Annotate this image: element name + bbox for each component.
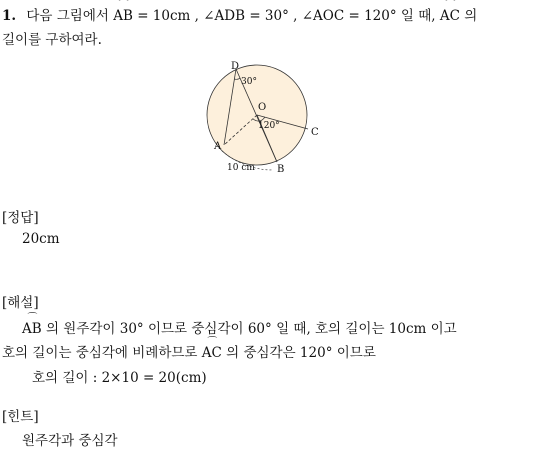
explanation-line-1: ⌒ AB 의 원주각이 30° 이므로 중심각이 60° 일 때, 호의 길이는 10cm 이고 xyxy=(22,313,457,337)
arc-ab-label: ⌒ AB xyxy=(113,0,133,24)
hint-text: 원주각과 중심각 xyxy=(22,433,118,449)
label-angle-o: 120° xyxy=(258,121,280,131)
question-line-1 xyxy=(2,0,478,24)
explanation-header: [해설] xyxy=(2,295,39,311)
arc-mark-icon: ⌒ xyxy=(27,313,38,324)
circle-diagram xyxy=(205,58,325,176)
label-b: B xyxy=(277,164,285,175)
label-d: D xyxy=(231,61,240,72)
arc-mark-icon: ⌒ xyxy=(207,337,218,348)
label-arc-length: 10 cm xyxy=(227,163,255,173)
arc-ab-label: ⌒ AB xyxy=(22,313,42,337)
question-number: 1. xyxy=(2,8,17,24)
arc-mark-icon: ⌒ xyxy=(445,0,456,11)
question-line-2: 길이를 구하여라. xyxy=(2,32,102,48)
arc-ac-label: ⌒ AC xyxy=(439,0,460,24)
label-angle-d: 30° xyxy=(241,77,257,87)
arc-mark-icon: ⌒ xyxy=(118,0,129,11)
question-text-post: 의 xyxy=(464,8,478,24)
hint-header: [힌트] xyxy=(2,409,39,425)
explanation-line-2: 호의 길이는 중심각에 비례하므로 ⌒ AC 의 중심각은 120° 이므로 xyxy=(2,337,376,361)
answer-header: [정답] xyxy=(2,210,39,226)
label-a: A xyxy=(214,141,222,152)
label-c: C xyxy=(311,127,319,138)
arc-ac-label: ⌒ AC xyxy=(201,337,222,361)
circle-figure xyxy=(205,58,325,180)
label-o: O xyxy=(258,102,267,113)
question-text-pre: 다음 그림에서 xyxy=(26,8,109,24)
explanation-line-3: 호의 길이 : 2×10 = 20(cm) xyxy=(32,370,207,386)
answer-value: 20cm xyxy=(22,231,60,247)
question-text-mid: = 10cm , ∠ADB = 30° , ∠AOC = 120° 일 때, xyxy=(137,8,436,24)
